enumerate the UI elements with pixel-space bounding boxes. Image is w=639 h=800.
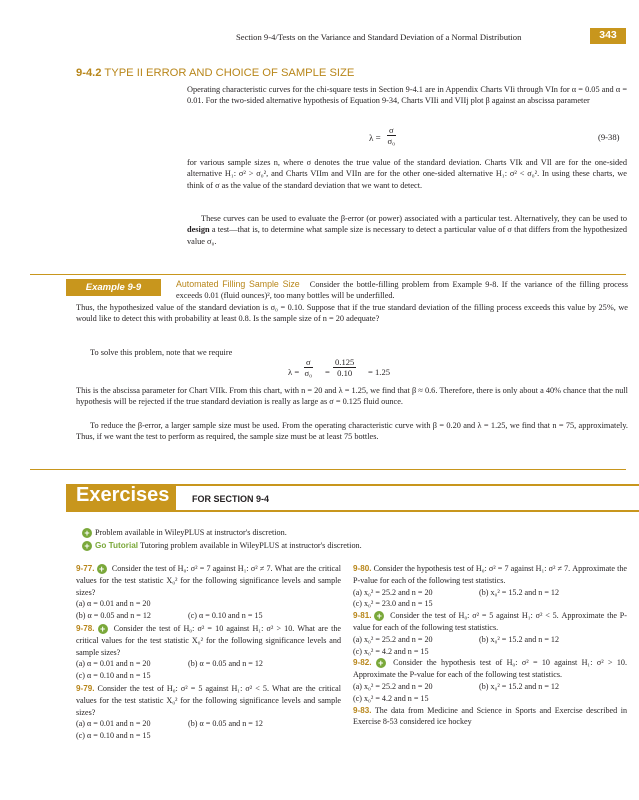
- exercise-part-c: (c) α = 0.10 and n = 15: [188, 611, 263, 621]
- example-continuation: Thus, the hypothesized value of the standard deviation is σ₀ = 0.10. Suppose that if the true standard deviation of the filling process exceeds this value by 25%, we would like to detect this with probability at least 0.8. Is the sample size of n = 20 adequate?: [76, 303, 628, 324]
- plus-icon: +: [97, 564, 107, 574]
- exercise-part-a: (a) α = 0.01 and n = 20: [76, 719, 151, 729]
- paragraph-3: [187, 213, 627, 247]
- exercise-part-a: (a) α = 0.01 and n = 20: [76, 659, 151, 669]
- example-eq-lhs: λ =: [288, 367, 300, 377]
- plus-icon: +: [376, 658, 386, 668]
- example-eq-rhs: = 1.25: [368, 367, 391, 377]
- exercise-parts-row: [76, 718, 341, 730]
- exercise-text: Consider the test of H₀: σ² = 10 against H₁: σ² > 10. What are the critical values for the test statistic X₀² for the following significance levels and sample sizes?: [76, 623, 342, 657]
- page-number: 343: [599, 29, 617, 41]
- example-eq-denominator-2: 0.10: [337, 368, 353, 378]
- exercise-number: 9-79.: [76, 683, 95, 693]
- example-eq-numerator-2: 0.125: [335, 357, 355, 367]
- running-head: Section 9-4/Tests on the Variance and Standard Deviation of a Normal Distribution: [236, 32, 522, 42]
- exercise-text: Consider the test of H₀: σ² = 5 against H₁: σ² < 5. Approximate the P-value for each of the following test statistics.: [353, 611, 627, 632]
- exercise-parts-row: [76, 610, 341, 622]
- exercise-part-b: (b) x₀² = 15.2 and n = 12: [479, 634, 560, 644]
- legend-problem: [82, 528, 287, 538]
- exercise-part-b: (b) x₀² = 15.2 and n = 12: [479, 587, 560, 597]
- paragraph-1: Operating characteristic curves for the chi-square tests in Section 9-4.1 are in Appendix Charts VIi through VIn for α = 0.05 and α = 0.01. For the two-sided alternative hypothesis of Equation 9-34, Charts VIIi and VIIj plot β against an abscissa parameter: [187, 85, 627, 106]
- section-title: [76, 67, 354, 79]
- equation-fraction: [387, 125, 396, 147]
- exercise-part-a: (a) x₀² = 25.2 and n = 20: [353, 681, 433, 691]
- exercises-left-column: [76, 563, 341, 742]
- equation-label: (9-38): [598, 132, 620, 142]
- exercise-part-b: (b) x₀² = 15.2 and n = 12: [479, 681, 560, 691]
- example-solve: To solve this problem, note that we require: [90, 348, 233, 357]
- exercise-9-78: [76, 623, 341, 658]
- plus-icon: +: [98, 624, 108, 634]
- exercise-9-77: [76, 563, 341, 598]
- exercise-part-a: (a) x₀² = 25.2 and n = 20: [353, 587, 433, 597]
- exercise-9-81: [353, 610, 627, 634]
- exercise-text: The data from Medicine and Science in Sports and Exercise described in Exercise 8-53 considered ice hockey: [353, 705, 627, 727]
- exercise-number: 9-80.: [353, 564, 372, 573]
- exercise-part-c: (c) x₀² = 4.2 and n = 15: [353, 646, 429, 656]
- plus-icon: +: [82, 541, 92, 551]
- exercise-text: Consider the test of H₀: σ² = 5 against H₁: σ² < 5. What are the critical values for the test statistic X₀² for the following significance levels and sample sizes?: [76, 683, 341, 717]
- exercise-number: 9-83.: [353, 705, 372, 715]
- legend-tutorial-text: Tutoring problem available in WileyPLUS at instructor's discretion.: [139, 541, 362, 550]
- example-lead-text: Consider the bottle-filling problem from Example 9-8. If the variance of the filling process exceeds 0.01 (fluid ounces)², too many bottles will be underfilled.: [176, 280, 628, 301]
- plus-icon: +: [82, 528, 92, 538]
- exercise-9-82: [353, 657, 627, 681]
- exercise-number: 9-77.: [76, 564, 95, 573]
- exercise-text: Consider the test of H₀: σ² = 7 against H₁: σ² ≠ 7. What are the critical values for the test statistic X₀² for the following significance levels and sample sizes?: [76, 564, 341, 597]
- exercise-parts-row: [76, 658, 341, 670]
- exercise-parts-row: [353, 587, 627, 599]
- paragraph-3-after: a test—that is, to determine what sample size is necessary to detect a particular value of σ that differs from the hypothesized value σ₀.: [187, 225, 627, 246]
- equation-numerator: σ: [389, 125, 394, 135]
- example-eq-numerator-1: σ: [306, 357, 311, 367]
- example-rule-top: [30, 274, 626, 275]
- equation-denominator: σ₀: [387, 136, 396, 146]
- exercise-part-b: (b) α = 0.05 and n = 12: [188, 659, 263, 669]
- example-label: Example 9-9: [85, 282, 142, 293]
- exercise-part-a: (a) x₀² = 25.2 and n = 20: [353, 634, 433, 644]
- exercise-parts-row: [353, 634, 627, 646]
- exercise-part-c: (c) α = 0.10 and n = 15: [76, 671, 151, 681]
- exercise-part-c: (c) x₀² = 4.2 and n = 15: [353, 693, 429, 703]
- example-paragraph-reduce: To reduce the β-error, a larger sample size must be used. From the operating characteristic curve with β = 0.20 and λ = 1.25, we find that n = 75, approximately. Thus, if we want the test to perform as required, the sample size must be at least 75 bottles.: [76, 421, 628, 442]
- exercise-text: Consider the hypothesis test of H₀: σ² = 10 against H₁: σ² > 10. Approximate the P-value for each of the following test statistics.: [353, 658, 627, 680]
- example-eq-denominator-1: σ₀: [304, 368, 313, 378]
- example-lead: [176, 279, 628, 302]
- exercises-for-section: FOR SECTION 9-4: [192, 494, 270, 504]
- equation-lambda-lhs: λ =: [369, 133, 381, 143]
- exercise-text: Consider the hypothesis test of H₀: σ² = 7 against H₁: σ² ≠ 7. Approximate the P-value for each of the following test statistics.: [353, 564, 628, 585]
- example-rule-bottom: [30, 469, 626, 470]
- exercise-part-b: (b) α = 0.05 and n = 12: [76, 611, 151, 621]
- example-eq-equals: =: [325, 367, 330, 377]
- section-title-text: TYPE II ERROR AND CHOICE OF SAMPLE SIZE: [104, 67, 355, 79]
- section-number: 9-4.2: [76, 67, 102, 79]
- exercise-number: 9-78.: [76, 623, 95, 633]
- exercise-9-79: [76, 683, 341, 718]
- exercises-right-column: [353, 563, 627, 728]
- example-eq-fraction-1: [304, 357, 313, 379]
- example-title: Automated Filling Sample Size: [176, 279, 300, 289]
- example-paragraph-after: This is the abscissa parameter for Chart VIIk. From this chart, with n = 20 and λ = 1.25, we find that β ≈ 0.6. Therefore, there is only about a 40% chance that the null hypothesis will be rejected if the true standard deviation is really as large as σ = 0.125 fluid ounce.: [76, 386, 628, 407]
- exercise-9-80: [353, 563, 627, 587]
- exercise-9-83: [353, 705, 627, 729]
- exercise-part-c: (c) α = 0.10 and n = 15: [76, 731, 151, 741]
- paragraph-3-bold: design: [187, 225, 210, 235]
- paragraph-2: for various sample sizes n, where σ denotes the true value of the standard deviation. Charts VIk and VIl are for the one-sided alternative H₁: σ² > σ₀², and Charts VIIm and VIIn are for the other one-sided alternative H₁: σ² < σ₀². In using these charts, we think of σ as the value of the standard deviation that we want to detect.: [187, 158, 627, 190]
- exercises-title: Exercises: [76, 484, 170, 506]
- exercise-parts-row: [353, 681, 627, 693]
- plus-icon: +: [374, 611, 384, 621]
- exercise-part-c: (c) x₀² = 23.0 and n = 15: [353, 599, 433, 609]
- legend-tutorial: [82, 541, 362, 551]
- legend-problem-text: Problem available in WileyPLUS at instructor's discretion.: [95, 528, 287, 537]
- exercise-number: 9-82.: [353, 658, 372, 668]
- exercise-part-b: (b) α = 0.05 and n = 12: [188, 719, 263, 729]
- exercise-part-a: (a) α = 0.01 and n = 20: [76, 599, 151, 609]
- paragraph-3-before: These curves can be used to evaluate the β-error (or power) associated with a particular test. Alternatively, they can be used to: [201, 214, 627, 223]
- example-eq-fraction-2: [333, 357, 356, 379]
- go-tutorial-tag: Go Tutorial: [95, 541, 139, 550]
- exercise-number: 9-81.: [353, 611, 372, 621]
